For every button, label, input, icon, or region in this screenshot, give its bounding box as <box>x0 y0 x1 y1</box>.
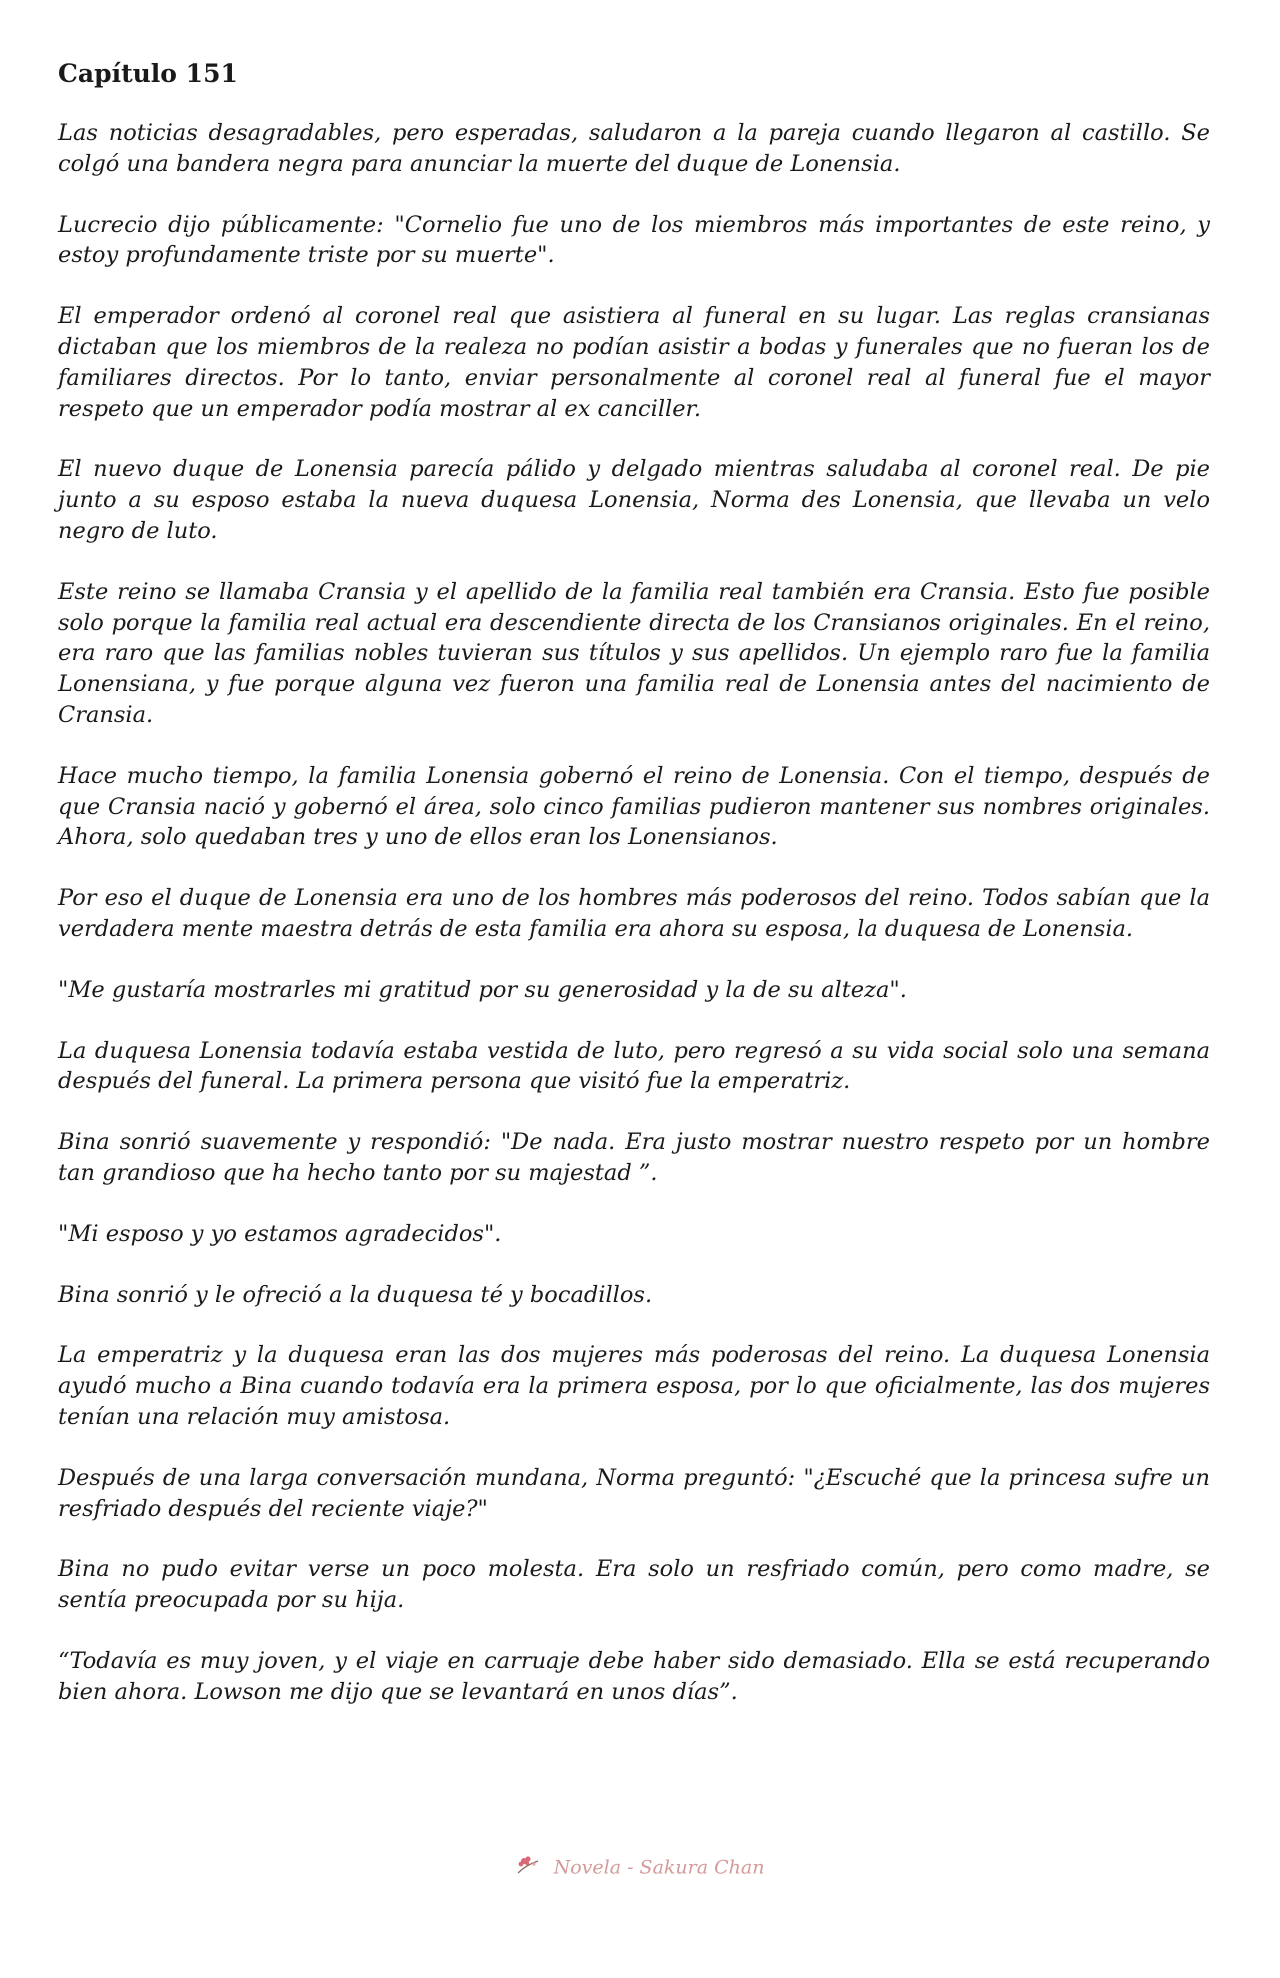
chapter-title: Capítulo 151 <box>58 59 238 88</box>
paragraph: Después de una larga conversación mundana, Norma preguntó: "¿Escuché que la princesa sufre un resfriado después del reciente viaje?" <box>58 1464 1210 1522</box>
paragraph: Hace mucho tiempo, la familia Lonensia gobernó el reino de Lonensia. Con el tiempo, después de que Cransia nació y gobernó el área, solo cinco familias pudieron mantener sus nombres originales. Ahora, solo quedaban tres y uno de ellos eran los Lonensianos. <box>58 762 1210 851</box>
paragraph: Bina sonrió suavemente y respondió: "De nada. Era justo mostrar nuestro respeto por un hombre tan grandioso que ha hecho tanto por su majestad ”. <box>58 1129 1210 1186</box>
paragraph: La emperatriz y la duquesa eran las dos mujeres más poderosas del reino. La duquesa Lonensia ayudó mucho a Bina cuando todavía era la primera esposa, por lo que oficialmente, las dos mujeres tenían una relación muy amistosa. <box>58 1342 1210 1430</box>
paragraph: El emperador ordenó al coronel real que asistiera al funeral en su lugar. Las reglas cransianas dictaban que los miembros de la realeza no podían asistir a bodas y funerales que no fueran los de familiares directos. Por lo tanto, enviar personalmente al coronel real al funeral fue el mayor respeto que un emperador podía mostrar al ex canciller. <box>58 303 1210 422</box>
chapter-page <box>58 58 1210 1737</box>
sakura-flower-icon <box>516 1855 542 1882</box>
paragraph: "Me gustaría mostrarles mi gratitud por su generosidad y la de su alteza". <box>58 976 907 1003</box>
paragraph: Las noticias desagradables, pero esperadas, saludaron a la pareja cuando llegaron al castillo. Se colgó una bandera negra para anunciar la muerte del duque de Lonensia. <box>58 120 1210 177</box>
paragraph: El nuevo duque de Lonensia parecía pálido y delgado mientras saludaba al coronel real. De pie junto a su esposo estaba la nueva duquesa Lonensia, Norma des Lonensia, que llevaba un velo negro de luto. <box>58 456 1210 544</box>
paragraph: "Mi esposo y yo estamos agradecidos". <box>58 1220 502 1247</box>
paragraph: Lucrecio dijo públicamente: "Cornelio fue uno de los miembros más importantes de este reino, y estoy profundamente triste por su muerte". <box>58 211 1210 269</box>
watermark-footer <box>0 1855 1280 1882</box>
watermark-text: Novela - Sakura Chan <box>553 1856 765 1879</box>
paragraph: Bina sonrió y le ofreció a la duquesa té y bocadillos. <box>58 1281 653 1308</box>
paragraph: La duquesa Lonensia todavía estaba vestida de luto, pero regresó a su vida social solo una semana después del funeral. La primera persona que visitó fue la emperatriz. <box>58 1037 1210 1095</box>
paragraph: Bina no pudo evitar verse un poco molesta. Era solo un resfriado común, pero como madre, se sentía preocupada por su hija. <box>58 1556 1210 1614</box>
paragraph: Por eso el duque de Lonensia era uno de los hombres más poderosos del reino. Todos sabían que la verdadera mente maestra detrás de esta familia era ahora su esposa, la duquesa de Lonensia. <box>58 885 1210 942</box>
paragraph: “Todavía es muy joven, y el viaje en carruaje debe haber sido demasiado. Ella se está recuperando bien ahora. Lowson me dijo que se levantará en unos días”. <box>58 1647 1210 1705</box>
paragraph: Este reino se llamaba Cransia y el apellido de la familia real también era Cransia. Esto fue posible solo porque la familia real actual era descendiente directa de los Cransianos originales. En el reino, era raro que las familias nobles tuvieran sus títulos y sus apellidos. Un ejemplo raro fue la familia Lonensiana, y fue porque alguna vez fueron una familia real de Lonensia antes del nacimiento de Cransia. <box>58 578 1210 728</box>
